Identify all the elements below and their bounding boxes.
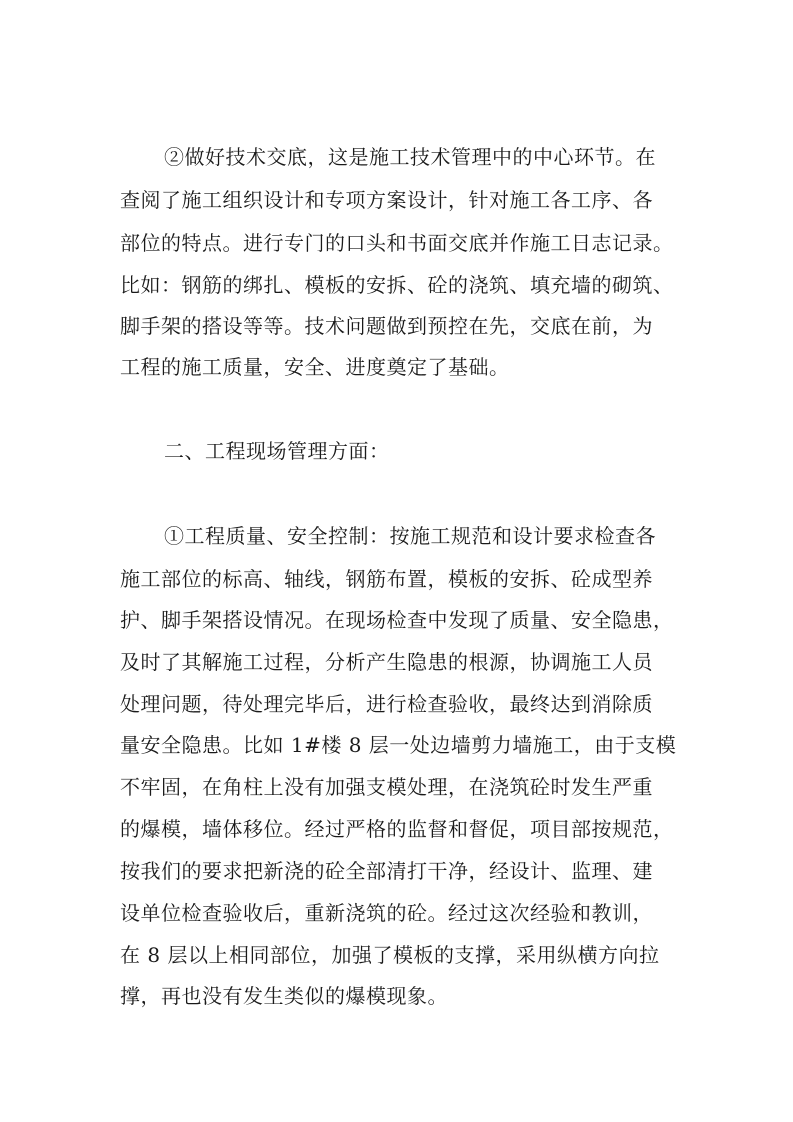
paragraph-2-line-12: 撑，再也没有发生类似的爆模现象。: [120, 984, 448, 1008]
paragraph-1-line-2: 查阅了施工组织设计和专项方案设计，针对施工各工序、各: [120, 188, 653, 212]
paragraph-1-line-3: 部位的特点。进行专门的口头和书面交底并作施工日志记录。: [120, 231, 674, 255]
paragraph-2-line-3: 护、脚手架搭设情况。在现场检查中发现了质量、安全隐患，: [120, 608, 674, 632]
paragraph-2-line-2: 施工部位的标高、轴线，钢筋布置，模板的安拆、砼成型养: [120, 567, 653, 591]
paragraph-1-line-1: ②做好技术交底，这是施工技术管理中的中心环节。在: [164, 145, 656, 169]
paragraph-2-line-6: 量安全隐患。比如 1#楼 8 层一处边墙剪力墙施工，由于支模: [120, 733, 677, 757]
paragraph-1-line-4: 比如：钢筋的绑扎、模板的安拆、砼的浇筑、填充墙的砌筑、: [120, 273, 674, 297]
paragraph-2-line-4: 及时了其解施工过程，分析产生隐患的根源，协调施工人员: [120, 650, 653, 674]
paragraph-1-line-6: 工程的施工质量，安全、进度奠定了基础。: [120, 355, 510, 379]
paragraph-1-line-5: 脚手架的搭设等等。技术问题做到预控在先，交底在前，为: [120, 314, 653, 338]
section-heading: 二、工程现场管理方面：: [164, 439, 390, 463]
paragraph-2-line-5: 处理问题，待处理完毕后，进行检查验收，最终达到消除质: [120, 692, 653, 716]
paragraph-2-line-1: ①工程质量、安全控制：按施工规范和设计要求检查各: [164, 524, 656, 548]
paragraph-2-line-10: 设单位检查验收后，重新浇筑的砼。经过这次经验和教训，: [120, 901, 653, 925]
paragraph-2-line-8: 的爆模，墙体移位。经过严格的监督和督促，项目部按规范，: [120, 817, 674, 841]
paragraph-2-line-7: 不牢固，在角柱上没有加强支模处理，在浇筑砼时发生严重: [120, 775, 653, 799]
paragraph-2-line-11: 在 8 层以上相同部位，加强了模板的支撑，采用纵横方向拉: [120, 943, 660, 967]
paragraph-2-line-9: 按我们的要求把新浇的砼全部清打干净，经设计、监理、建: [120, 859, 653, 883]
